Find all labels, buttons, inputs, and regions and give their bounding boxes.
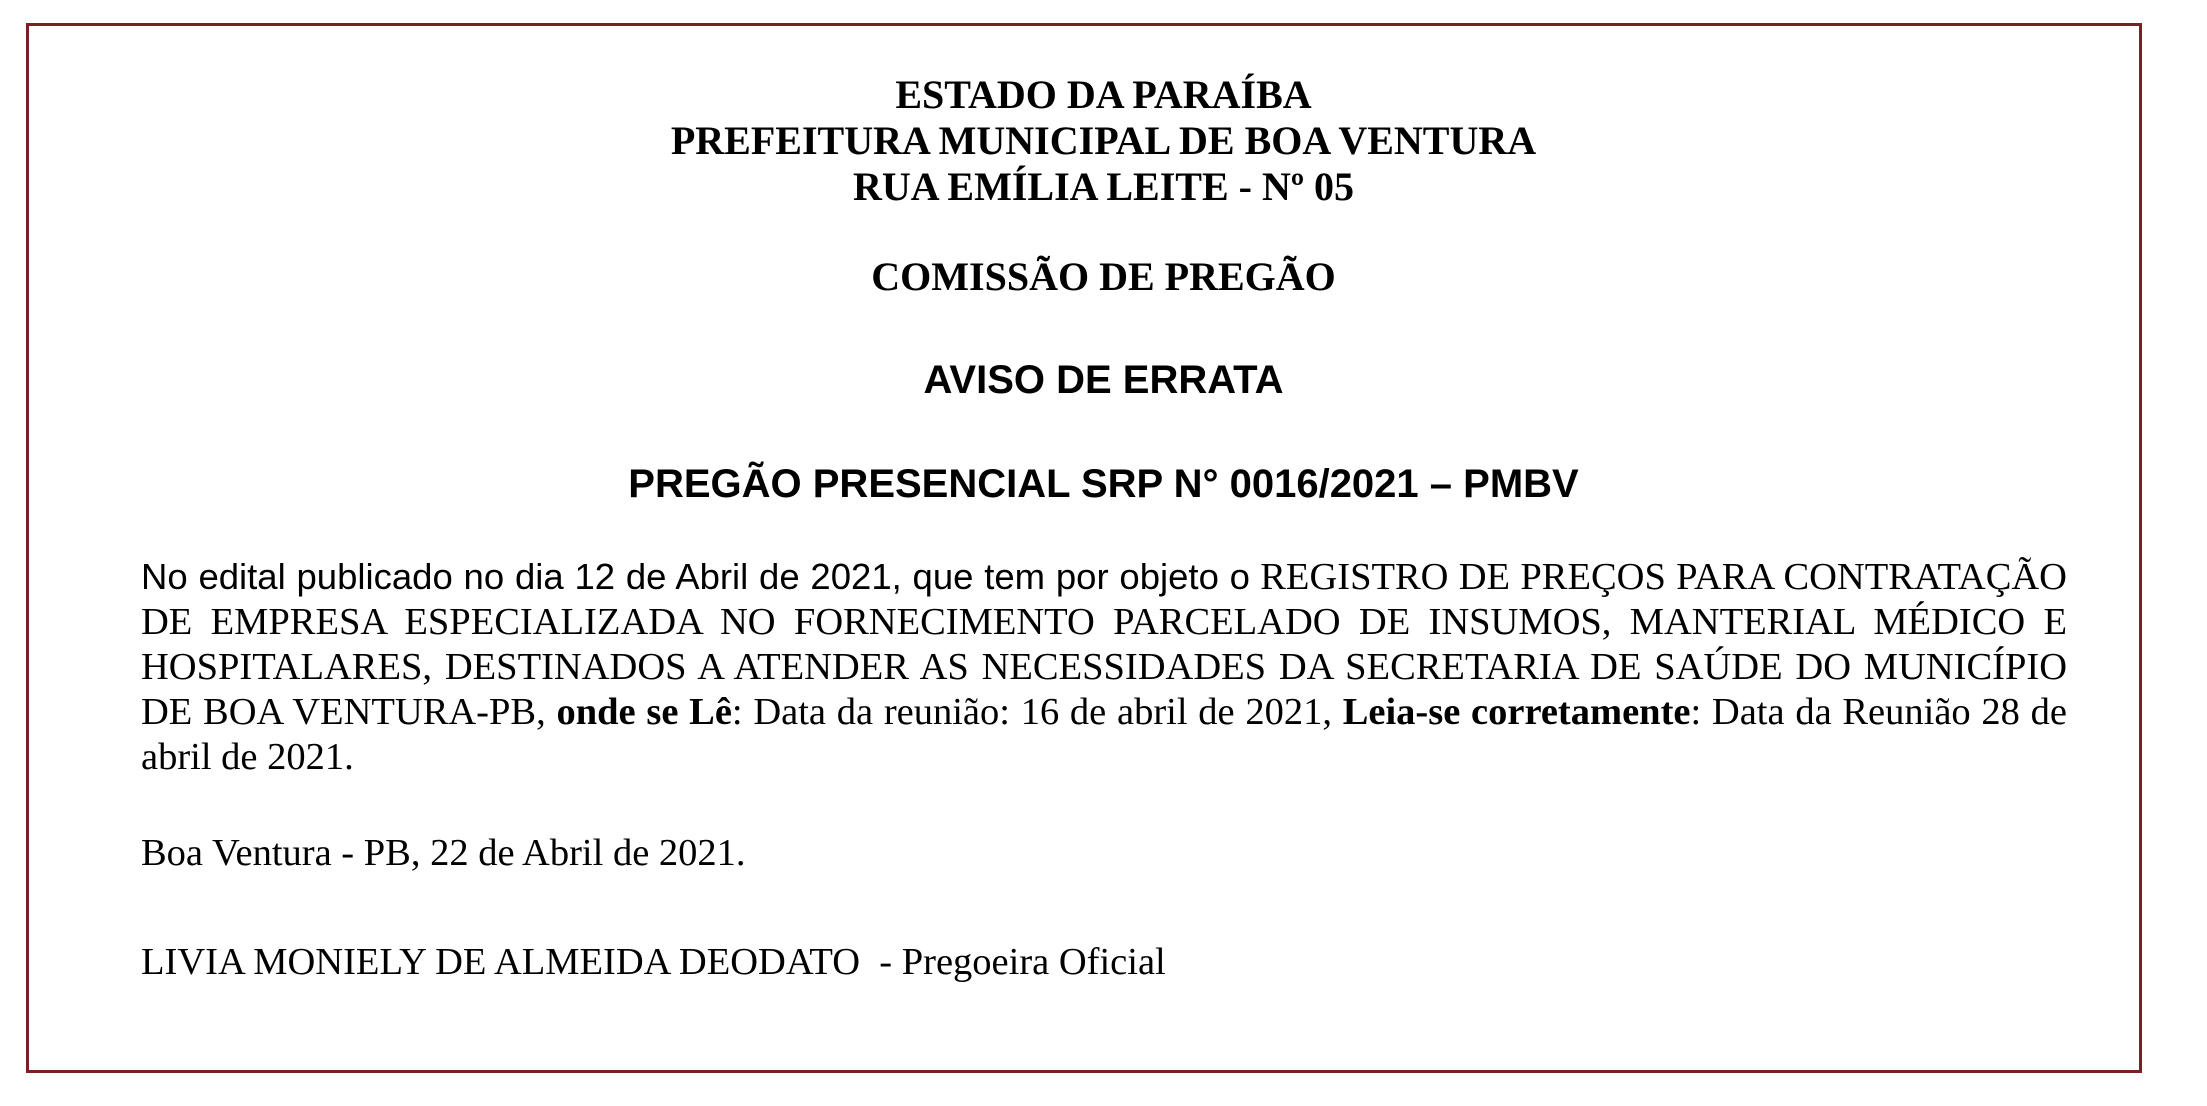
notice-title: AVISO DE ERRATA xyxy=(923,358,1284,402)
header-address: RUA EMÍLIA LEITE - Nº 05 xyxy=(852,164,1355,209)
place-date: Boa Ventura - PB, 22 de Abril de 2021. xyxy=(141,832,746,874)
commission-title: COMISSÃO DE PREGÃO xyxy=(871,254,1336,299)
body-correct-label: Leia-se corretamente xyxy=(1342,691,1691,733)
signature: LIVIA MONIELY DE ALMEIDA DEODATO - Pregoeira Oficial xyxy=(141,941,1166,983)
body-correct-value: : Data da Reunião 28 de abril de 2021. xyxy=(141,691,2067,778)
header-state: ESTADO DA PARAÍBA xyxy=(895,72,1312,117)
body-object: REGISTRO DE PREÇOS PARA CONTRATAÇÃO DE EMPRESA ESPECIALIZADA NO FORNECIMENTO PARCELADO DE INSUMOS, MANTERIAL MÉDICO E HOSPITALARES, DESTINADOS A ATENDER AS NECESSIDADES DA SECRETARIA DE SAÚDE DO MUNICÍPIO DE BOA VENTURA-PB, xyxy=(141,556,2067,733)
header-municipality: PREFEITURA MUNICIPAL DE BOA VENTURA xyxy=(670,118,1537,163)
body-reads-value: : Data da reunião: 16 de abril de 2021, xyxy=(731,691,1343,733)
document-header xyxy=(0,72,2207,210)
procurement-title: PREGÃO PRESENCIAL SRP N° 0016/2021 – PMBV xyxy=(628,462,1579,506)
notice-body xyxy=(141,554,2067,780)
body-intro: No edital publicado no dia 12 de Abril de 2021, que tem por objeto o xyxy=(141,556,1250,597)
body-reads-label: onde se Lê xyxy=(556,691,732,733)
